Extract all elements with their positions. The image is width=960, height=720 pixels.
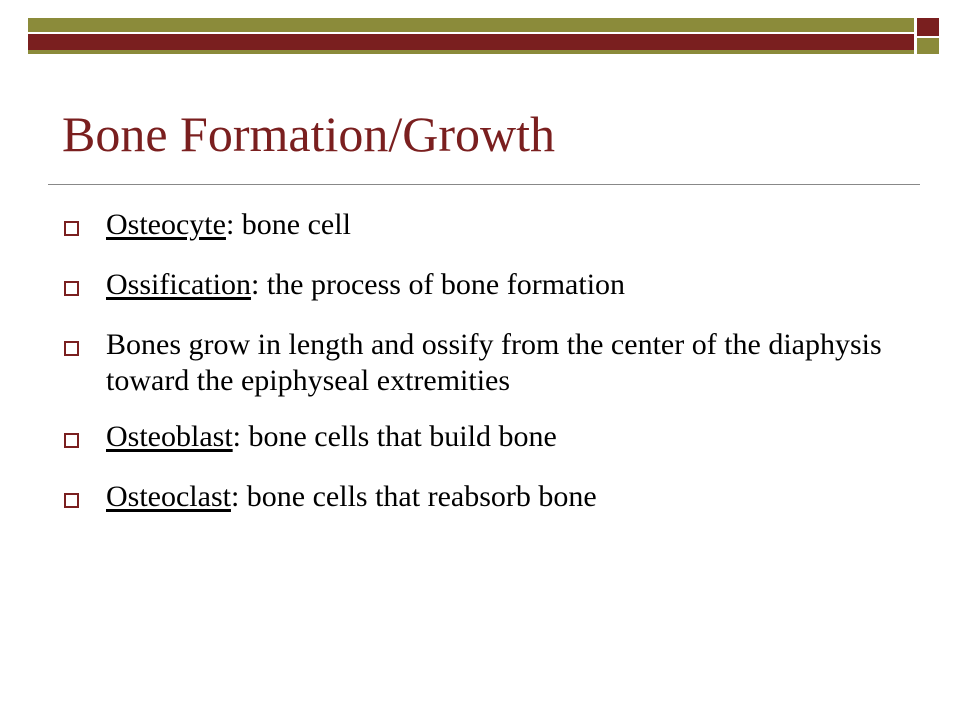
bullet-text: : the process of bone formation <box>250 268 626 301</box>
title-divider <box>48 184 920 185</box>
slide-title: Bone Formation/Growth <box>62 106 556 162</box>
bullet-list <box>64 207 924 539</box>
header-bar-olive-bottom <box>28 50 914 54</box>
bullet-text: Bones grow in length and ossify from the center of the diaphysis toward the epiphyseal extremities <box>106 328 882 397</box>
corner-square-maroon <box>917 18 939 36</box>
bullet-item <box>64 207 924 243</box>
hollow-square-icon <box>64 493 79 508</box>
bullet-term: Osteoclast <box>106 480 231 513</box>
bullet-text: : bone cell <box>225 208 351 241</box>
bullet-item <box>64 327 924 399</box>
bullet-item <box>64 419 924 455</box>
hollow-square-icon <box>64 281 79 296</box>
hollow-square-icon <box>64 341 79 356</box>
bullet-text: : bone cells that reabsorb bone <box>230 480 597 513</box>
hollow-square-icon <box>64 221 79 236</box>
bullet-item <box>64 267 924 303</box>
corner-square-olive <box>917 38 939 54</box>
bullet-term: Osteocyte <box>106 208 226 241</box>
header-bar-maroon <box>28 34 914 50</box>
bullet-term: Osteoblast <box>106 420 233 453</box>
hollow-square-icon <box>64 433 79 448</box>
bullet-item <box>64 479 924 515</box>
bullet-text: : bone cells that build bone <box>232 420 557 453</box>
bullet-term: Ossification <box>106 268 251 301</box>
header-bar-olive-top <box>28 18 914 32</box>
